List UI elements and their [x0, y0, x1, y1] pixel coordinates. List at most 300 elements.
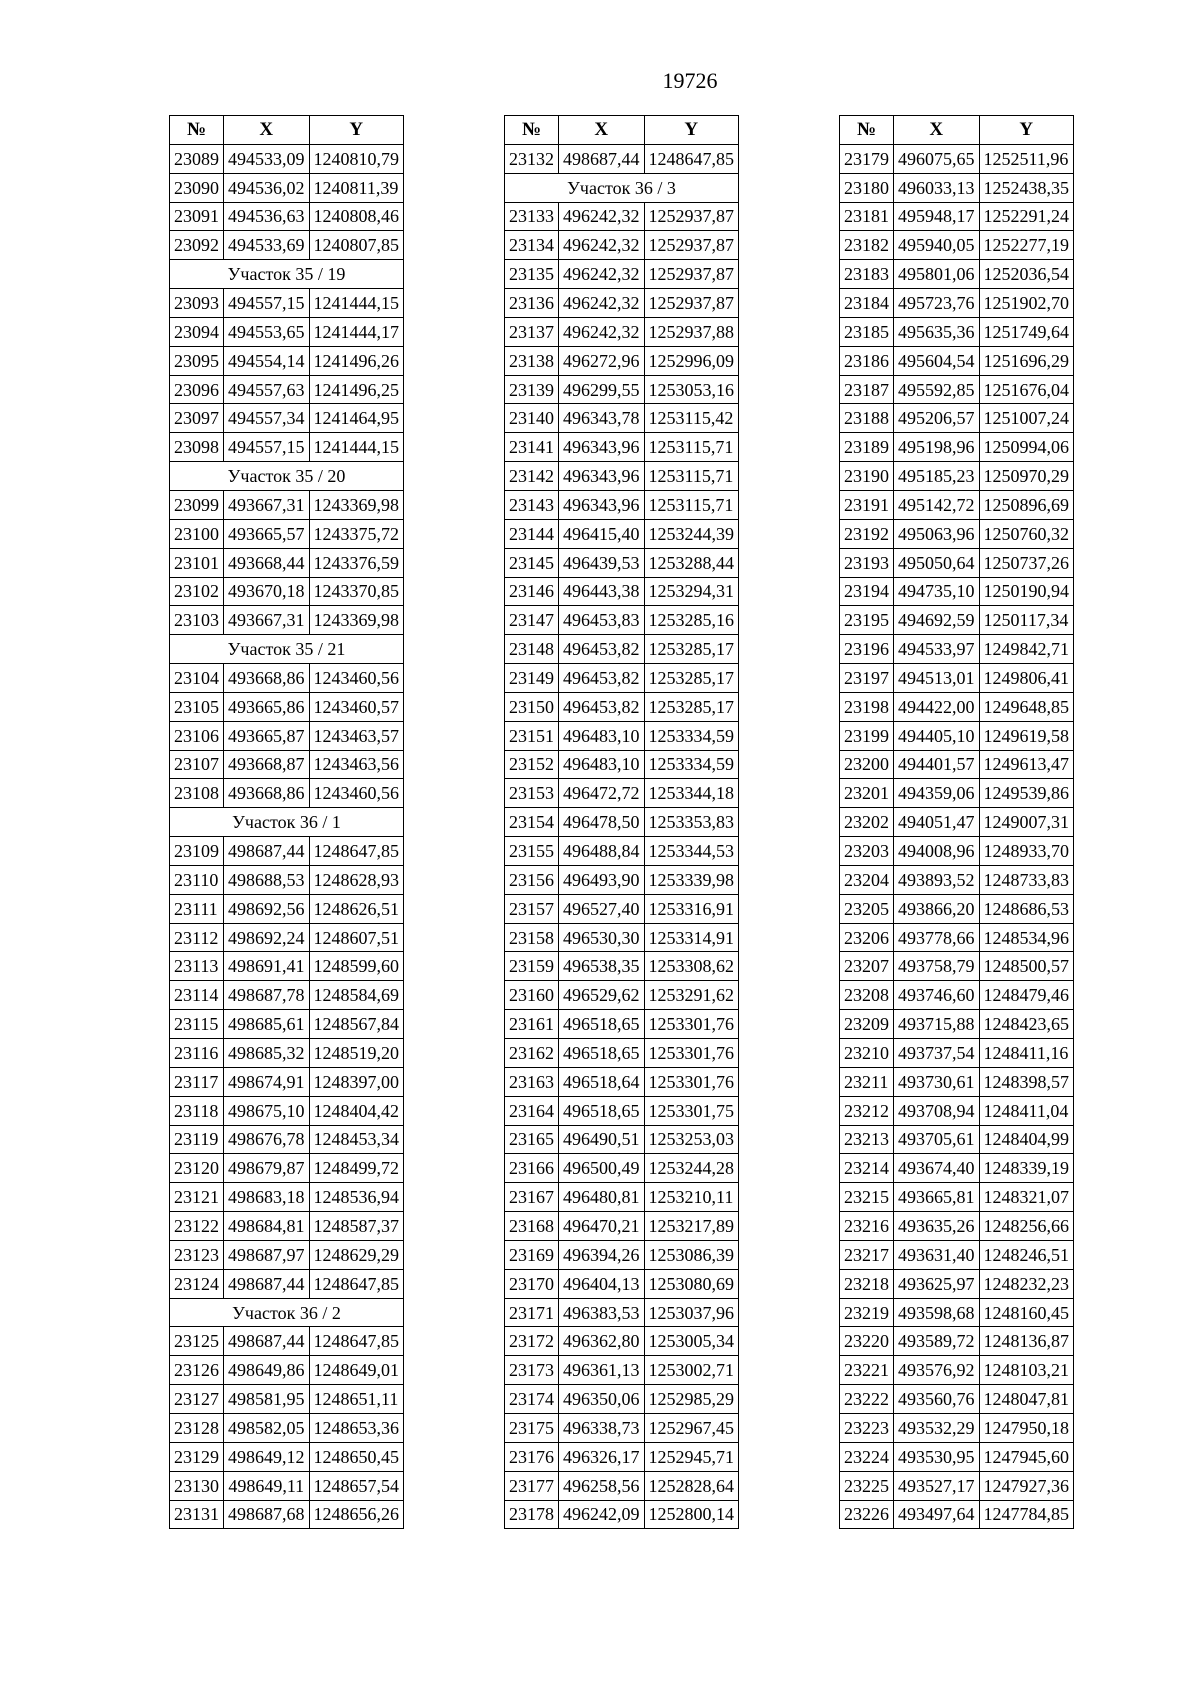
- x-coordinate: 494533,09: [224, 144, 310, 173]
- section-row: [505, 173, 739, 202]
- y-coordinate: 1253334,59: [644, 721, 739, 750]
- point-number: 23220: [840, 1327, 894, 1356]
- table-row: [505, 721, 739, 750]
- x-coordinate: 496361,13: [559, 1356, 645, 1385]
- point-number: 23131: [170, 1500, 224, 1529]
- y-coordinate: 1248404,42: [309, 1096, 404, 1125]
- y-coordinate: 1241444,15: [309, 289, 404, 318]
- x-coordinate: 493715,88: [894, 1010, 980, 1039]
- y-coordinate: 1241496,25: [309, 375, 404, 404]
- header-x: X: [559, 116, 645, 145]
- section-row: [170, 635, 404, 664]
- table-row: [170, 981, 404, 1010]
- point-number: 23122: [170, 1212, 224, 1241]
- point-number: 23126: [170, 1356, 224, 1385]
- table-row: [170, 289, 404, 318]
- y-coordinate: 1251007,24: [979, 404, 1074, 433]
- x-coordinate: 494422,00: [894, 692, 980, 721]
- y-coordinate: 1253115,71: [644, 433, 739, 462]
- x-coordinate: 496272,96: [559, 346, 645, 375]
- y-coordinate: 1252945,71: [644, 1442, 739, 1471]
- table-row: [170, 1125, 404, 1154]
- point-number: 23212: [840, 1096, 894, 1125]
- x-coordinate: 493576,92: [894, 1356, 980, 1385]
- y-coordinate: 1248453,34: [309, 1125, 404, 1154]
- table-row: [170, 375, 404, 404]
- y-coordinate: 1248519,20: [309, 1039, 404, 1068]
- table-row: [840, 1385, 1074, 1414]
- x-coordinate: 493530,95: [894, 1442, 980, 1471]
- table-row: [840, 1212, 1074, 1241]
- y-coordinate: 1253314,91: [644, 923, 739, 952]
- x-coordinate: 496483,10: [559, 750, 645, 779]
- x-coordinate: 498649,12: [224, 1442, 310, 1471]
- x-coordinate: 493665,86: [224, 692, 310, 721]
- point-number: 23218: [840, 1269, 894, 1298]
- x-coordinate: 494401,57: [894, 750, 980, 779]
- x-coordinate: 496343,96: [559, 433, 645, 462]
- x-coordinate: 493708,94: [894, 1096, 980, 1125]
- table-row: [170, 1039, 404, 1068]
- x-coordinate: 496350,06: [559, 1385, 645, 1414]
- y-coordinate: 1250970,29: [979, 462, 1074, 491]
- x-coordinate: 495185,23: [894, 462, 980, 491]
- table-row: [840, 260, 1074, 289]
- point-number: 23095: [170, 346, 224, 375]
- x-coordinate: 496470,21: [559, 1212, 645, 1241]
- x-coordinate: 496242,32: [559, 231, 645, 260]
- table-row: [170, 1154, 404, 1183]
- header-y: Y: [644, 116, 739, 145]
- y-coordinate: 1248232,23: [979, 1269, 1074, 1298]
- table-row: [840, 1183, 1074, 1212]
- x-coordinate: 496415,40: [559, 519, 645, 548]
- x-coordinate: 496404,13: [559, 1269, 645, 1298]
- table-row: [170, 1240, 404, 1269]
- x-coordinate: 494557,15: [224, 289, 310, 318]
- point-number: 23115: [170, 1010, 224, 1039]
- table-row: [170, 1183, 404, 1212]
- point-number: 23145: [505, 548, 559, 577]
- point-number: 23183: [840, 260, 894, 289]
- x-coordinate: 494554,14: [224, 346, 310, 375]
- table-row: [840, 490, 1074, 519]
- table-row: [170, 231, 404, 260]
- table-row: [170, 1010, 404, 1039]
- coordinate-table-2: [504, 115, 739, 1529]
- y-coordinate: 1253244,28: [644, 1154, 739, 1183]
- y-coordinate: 1243460,56: [309, 664, 404, 693]
- table-row: [170, 1471, 404, 1500]
- y-coordinate: 1252438,35: [979, 173, 1074, 202]
- y-coordinate: 1250190,94: [979, 577, 1074, 606]
- y-coordinate: 1253301,76: [644, 1010, 739, 1039]
- x-coordinate: 495592,85: [894, 375, 980, 404]
- point-number: 23102: [170, 577, 224, 606]
- point-number: 23120: [170, 1154, 224, 1183]
- page-number: 19726: [662, 68, 718, 93]
- point-number: 23136: [505, 289, 559, 318]
- section-title: Участок 36 / 2: [170, 1298, 404, 1327]
- table-row: [840, 404, 1074, 433]
- y-coordinate: 1248629,29: [309, 1240, 404, 1269]
- table-row: [505, 202, 739, 231]
- header-x: X: [224, 116, 310, 145]
- table-row: [505, 1183, 739, 1212]
- table-row: [170, 144, 404, 173]
- table-row: [840, 317, 1074, 346]
- point-number: 23225: [840, 1471, 894, 1500]
- x-coordinate: 495940,05: [894, 231, 980, 260]
- point-number: 23197: [840, 664, 894, 693]
- point-number: 23203: [840, 837, 894, 866]
- x-coordinate: 494008,96: [894, 837, 980, 866]
- point-number: 23165: [505, 1125, 559, 1154]
- point-number: 23181: [840, 202, 894, 231]
- x-coordinate: 493668,86: [224, 664, 310, 693]
- y-coordinate: 1248397,00: [309, 1067, 404, 1096]
- y-coordinate: 1248160,45: [979, 1298, 1074, 1327]
- table-row: [840, 1039, 1074, 1068]
- x-coordinate: 498684,81: [224, 1212, 310, 1241]
- x-coordinate: 494533,97: [894, 635, 980, 664]
- point-number: 23130: [170, 1471, 224, 1500]
- x-coordinate: 493705,61: [894, 1125, 980, 1154]
- y-coordinate: 1240807,85: [309, 231, 404, 260]
- point-number: 23161: [505, 1010, 559, 1039]
- table-row: [505, 1327, 739, 1356]
- x-coordinate: 494513,01: [894, 664, 980, 693]
- point-number: 23147: [505, 606, 559, 635]
- x-coordinate: 498581,95: [224, 1385, 310, 1414]
- y-coordinate: 1243460,57: [309, 692, 404, 721]
- point-number: 23132: [505, 144, 559, 173]
- point-number: 23153: [505, 779, 559, 808]
- point-number: 23103: [170, 606, 224, 635]
- y-coordinate: 1241444,17: [309, 317, 404, 346]
- table-row: [170, 1385, 404, 1414]
- y-coordinate: 1247945,60: [979, 1442, 1074, 1471]
- y-coordinate: 1248584,69: [309, 981, 404, 1010]
- table-row: [170, 1500, 404, 1529]
- table-row: [170, 692, 404, 721]
- table-row: [840, 837, 1074, 866]
- header-y: Y: [979, 116, 1074, 145]
- table-row: [505, 231, 739, 260]
- y-coordinate: 1253339,98: [644, 865, 739, 894]
- table-row: [170, 1096, 404, 1125]
- table-row: [170, 1212, 404, 1241]
- point-number: 23148: [505, 635, 559, 664]
- point-number: 23209: [840, 1010, 894, 1039]
- table-row: [840, 289, 1074, 318]
- table-row: [170, 664, 404, 693]
- y-coordinate: 1249539,86: [979, 779, 1074, 808]
- table-row: [840, 750, 1074, 779]
- x-coordinate: 494536,63: [224, 202, 310, 231]
- table-row: [840, 519, 1074, 548]
- point-number: 23150: [505, 692, 559, 721]
- x-coordinate: 498685,32: [224, 1039, 310, 1068]
- y-coordinate: 1243369,98: [309, 606, 404, 635]
- y-coordinate: 1248246,51: [979, 1240, 1074, 1269]
- table-row: [170, 1327, 404, 1356]
- table-row: [170, 1269, 404, 1298]
- y-coordinate: 1250760,32: [979, 519, 1074, 548]
- point-number: 23187: [840, 375, 894, 404]
- y-coordinate: 1252937,87: [644, 260, 739, 289]
- point-number: 23094: [170, 317, 224, 346]
- x-coordinate: 498692,56: [224, 894, 310, 923]
- y-coordinate: 1241444,15: [309, 433, 404, 462]
- point-number: 23205: [840, 894, 894, 923]
- y-coordinate: 1248649,01: [309, 1356, 404, 1385]
- y-coordinate: 1253344,53: [644, 837, 739, 866]
- y-coordinate: 1252985,29: [644, 1385, 739, 1414]
- point-number: 23097: [170, 404, 224, 433]
- x-coordinate: 494359,06: [894, 779, 980, 808]
- point-number: 23213: [840, 1125, 894, 1154]
- point-number: 23144: [505, 519, 559, 548]
- x-coordinate: 493668,44: [224, 548, 310, 577]
- y-coordinate: 1250896,69: [979, 490, 1074, 519]
- point-number: 23182: [840, 231, 894, 260]
- y-coordinate: 1253115,42: [644, 404, 739, 433]
- table-row: [505, 1385, 739, 1414]
- y-coordinate: 1248136,87: [979, 1327, 1074, 1356]
- y-coordinate: 1249613,47: [979, 750, 1074, 779]
- point-number: 23173: [505, 1356, 559, 1385]
- y-coordinate: 1248657,54: [309, 1471, 404, 1500]
- table-row: [840, 692, 1074, 721]
- x-coordinate: 493667,31: [224, 606, 310, 635]
- y-coordinate: 1243463,56: [309, 750, 404, 779]
- y-coordinate: 1248607,51: [309, 923, 404, 952]
- point-number: 23121: [170, 1183, 224, 1212]
- table-row: [840, 1067, 1074, 1096]
- x-coordinate: 493527,17: [894, 1471, 980, 1500]
- table-row: [505, 923, 739, 952]
- point-number: 23157: [505, 894, 559, 923]
- table-row: [505, 404, 739, 433]
- x-coordinate: 498687,44: [224, 837, 310, 866]
- table-row: [170, 1067, 404, 1096]
- table-row: [840, 1125, 1074, 1154]
- y-coordinate: 1251676,04: [979, 375, 1074, 404]
- table-row: [505, 808, 739, 837]
- y-coordinate: 1252511,96: [979, 144, 1074, 173]
- table-row: [505, 1269, 739, 1298]
- y-coordinate: 1253210,11: [644, 1183, 739, 1212]
- table-row: [840, 1356, 1074, 1385]
- x-coordinate: 495142,72: [894, 490, 980, 519]
- y-coordinate: 1252967,45: [644, 1413, 739, 1442]
- x-coordinate: 498691,41: [224, 952, 310, 981]
- y-coordinate: 1253285,17: [644, 664, 739, 693]
- table-row: [840, 1010, 1074, 1039]
- header-number: №: [505, 116, 559, 145]
- x-coordinate: 496527,40: [559, 894, 645, 923]
- x-coordinate: 496518,65: [559, 1039, 645, 1068]
- point-number: 23221: [840, 1356, 894, 1385]
- y-coordinate: 1253285,17: [644, 692, 739, 721]
- x-coordinate: 496326,17: [559, 1442, 645, 1471]
- table-row: [840, 808, 1074, 837]
- y-coordinate: 1252277,19: [979, 231, 1074, 260]
- y-coordinate: 1248647,85: [309, 1269, 404, 1298]
- x-coordinate: 496488,84: [559, 837, 645, 866]
- point-number: 23201: [840, 779, 894, 808]
- section-title: Участок 35 / 21: [170, 635, 404, 664]
- x-coordinate: 493668,86: [224, 779, 310, 808]
- table-row: [505, 462, 739, 491]
- point-number: 23104: [170, 664, 224, 693]
- x-coordinate: 494692,59: [894, 606, 980, 635]
- table-row: [840, 1413, 1074, 1442]
- y-coordinate: 1253037,96: [644, 1298, 739, 1327]
- header-y: Y: [309, 116, 404, 145]
- x-coordinate: 496362,80: [559, 1327, 645, 1356]
- y-coordinate: 1248628,93: [309, 865, 404, 894]
- table-row: [840, 231, 1074, 260]
- y-coordinate: 1252937,87: [644, 202, 739, 231]
- x-coordinate: 496500,49: [559, 1154, 645, 1183]
- point-number: 23162: [505, 1039, 559, 1068]
- table-row: [840, 173, 1074, 202]
- point-number: 23171: [505, 1298, 559, 1327]
- point-number: 23089: [170, 144, 224, 173]
- x-coordinate: 493737,54: [894, 1039, 980, 1068]
- x-coordinate: 498685,61: [224, 1010, 310, 1039]
- point-number: 23143: [505, 490, 559, 519]
- table-row: [170, 779, 404, 808]
- table-row: [505, 837, 739, 866]
- y-coordinate: 1240808,46: [309, 202, 404, 231]
- y-coordinate: 1253080,69: [644, 1269, 739, 1298]
- y-coordinate: 1248256,66: [979, 1212, 1074, 1241]
- x-coordinate: 493560,76: [894, 1385, 980, 1414]
- x-coordinate: 496033,13: [894, 173, 980, 202]
- table-row: [170, 606, 404, 635]
- y-coordinate: 1248647,85: [644, 144, 739, 173]
- y-coordinate: 1252996,09: [644, 346, 739, 375]
- x-coordinate: 498582,05: [224, 1413, 310, 1442]
- y-coordinate: 1253053,16: [644, 375, 739, 404]
- table-row: [170, 923, 404, 952]
- point-number: 23156: [505, 865, 559, 894]
- y-coordinate: 1253344,18: [644, 779, 739, 808]
- x-coordinate: 498649,11: [224, 1471, 310, 1500]
- x-coordinate: 494051,47: [894, 808, 980, 837]
- point-number: 23191: [840, 490, 894, 519]
- table-row: [505, 490, 739, 519]
- y-coordinate: 1243463,57: [309, 721, 404, 750]
- table-row: [170, 894, 404, 923]
- x-coordinate: 493665,87: [224, 721, 310, 750]
- table-row: [505, 577, 739, 606]
- x-coordinate: 493670,18: [224, 577, 310, 606]
- table-row: [840, 981, 1074, 1010]
- point-number: 23208: [840, 981, 894, 1010]
- x-coordinate: 496518,64: [559, 1067, 645, 1096]
- point-number: 23106: [170, 721, 224, 750]
- section-row: [170, 808, 404, 837]
- y-coordinate: 1253301,75: [644, 1096, 739, 1125]
- table-row: [840, 721, 1074, 750]
- point-number: 23185: [840, 317, 894, 346]
- point-number: 23210: [840, 1039, 894, 1068]
- x-coordinate: 496242,09: [559, 1500, 645, 1529]
- x-coordinate: 498688,53: [224, 865, 310, 894]
- y-coordinate: 1253002,71: [644, 1356, 739, 1385]
- x-coordinate: 496538,35: [559, 952, 645, 981]
- point-number: 23134: [505, 231, 559, 260]
- x-coordinate: 496383,53: [559, 1298, 645, 1327]
- y-coordinate: 1253217,89: [644, 1212, 739, 1241]
- x-coordinate: 496529,62: [559, 981, 645, 1010]
- x-coordinate: 493746,60: [894, 981, 980, 1010]
- point-number: 23215: [840, 1183, 894, 1212]
- table-row: [505, 635, 739, 664]
- table-row: [840, 664, 1074, 693]
- point-number: 23223: [840, 1413, 894, 1442]
- table-row: [840, 1327, 1074, 1356]
- y-coordinate: 1248626,51: [309, 894, 404, 923]
- y-coordinate: 1240811,39: [309, 173, 404, 202]
- table-row: [505, 433, 739, 462]
- table-row: [170, 317, 404, 346]
- x-coordinate: 494557,15: [224, 433, 310, 462]
- x-coordinate: 498683,18: [224, 1183, 310, 1212]
- table-row: [840, 894, 1074, 923]
- x-coordinate: 495050,64: [894, 548, 980, 577]
- x-coordinate: 495723,76: [894, 289, 980, 318]
- point-number: 23152: [505, 750, 559, 779]
- point-number: 23125: [170, 1327, 224, 1356]
- table-row: [505, 1154, 739, 1183]
- table-row: [840, 1240, 1074, 1269]
- x-coordinate: 495801,06: [894, 260, 980, 289]
- point-number: 23151: [505, 721, 559, 750]
- point-number: 23142: [505, 462, 559, 491]
- x-coordinate: 496530,30: [559, 923, 645, 952]
- y-coordinate: 1248499,72: [309, 1154, 404, 1183]
- section-title: Участок 36 / 1: [170, 808, 404, 837]
- table-row: [505, 144, 739, 173]
- table-row: [170, 490, 404, 519]
- table-row: [170, 519, 404, 548]
- y-coordinate: 1253301,76: [644, 1067, 739, 1096]
- y-coordinate: 1248339,19: [979, 1154, 1074, 1183]
- y-coordinate: 1248733,83: [979, 865, 1074, 894]
- y-coordinate: 1243375,72: [309, 519, 404, 548]
- x-coordinate: 498687,68: [224, 1500, 310, 1529]
- x-coordinate: 493589,72: [894, 1327, 980, 1356]
- table-row: [170, 433, 404, 462]
- table-row: [170, 548, 404, 577]
- table-row: [505, 1039, 739, 1068]
- x-coordinate: 493674,40: [894, 1154, 980, 1183]
- table-row: [505, 1212, 739, 1241]
- x-coordinate: 495604,54: [894, 346, 980, 375]
- y-coordinate: 1253253,03: [644, 1125, 739, 1154]
- point-number: 23160: [505, 981, 559, 1010]
- y-coordinate: 1243370,85: [309, 577, 404, 606]
- point-number: 23174: [505, 1385, 559, 1414]
- table-row: [505, 1356, 739, 1385]
- table-row: [840, 346, 1074, 375]
- point-number: 23202: [840, 808, 894, 837]
